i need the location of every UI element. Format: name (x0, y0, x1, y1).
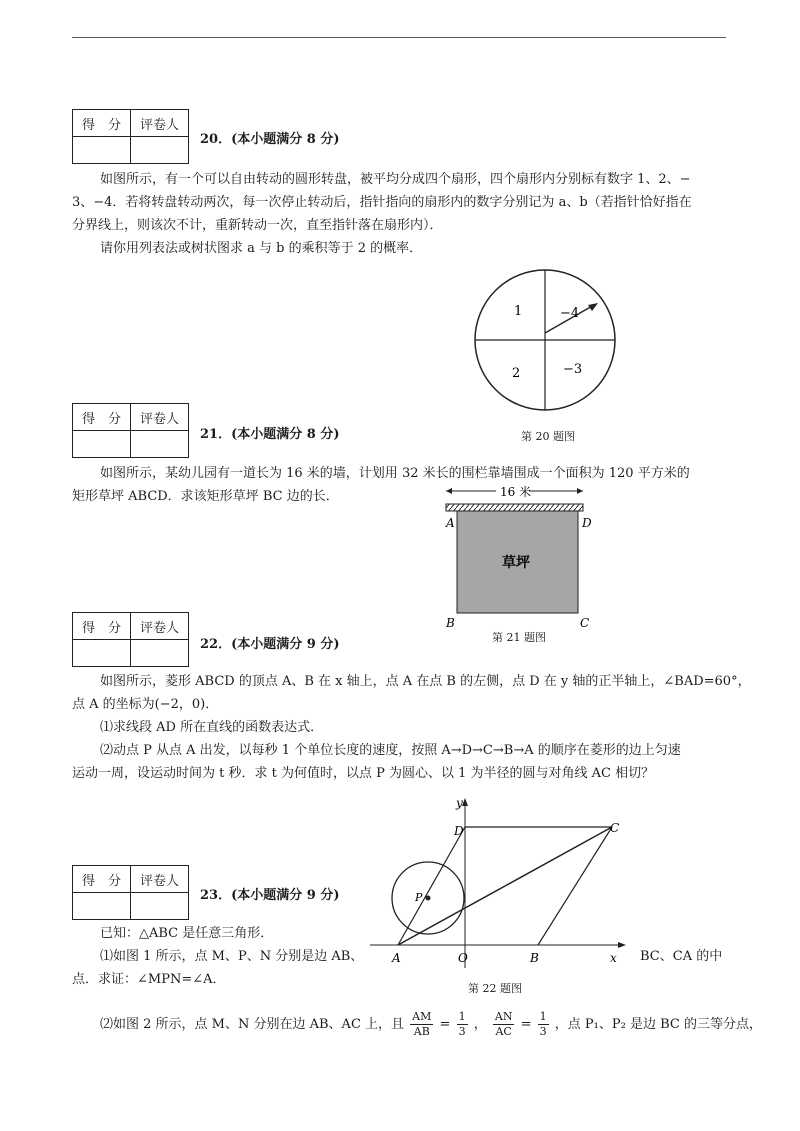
score-box-23 (72, 865, 189, 920)
q23-line-4-post: ，点 P₁、P₂ 是边 BC 的三等分点， (554, 1017, 762, 1032)
score-cell (73, 137, 131, 164)
frac-one-third (457, 1010, 468, 1039)
q23-line-4 (100, 1003, 762, 1047)
grader-header: 评卷人 (131, 404, 189, 431)
pointer-arrowhead-icon (588, 303, 598, 311)
x-label: x (610, 951, 617, 965)
header-rule (72, 37, 726, 38)
label-D: D (582, 516, 592, 530)
grader-header: 评卷人 (131, 613, 189, 640)
x-axis-arrow-icon (618, 942, 626, 948)
frac-am-ab (410, 1010, 433, 1039)
q22-line-2: 点 A 的坐标为(−2，0)． (72, 697, 219, 712)
q22-line-1: 如图所示，菱形 ABCD 的顶点 A、B 在 x 轴上，点 A 在点 B 的左侧，点 D 在 y 轴的正半轴上，∠BAD=60°， (100, 674, 751, 689)
q20-line-4: 请你用列表法或树状图求 a 与 b 的乘积等于 2 的概率． (100, 241, 423, 256)
wall (446, 504, 583, 511)
q21-header: 21．(本小题满分 8 分) (200, 427, 340, 442)
q20-header: 20．(本小题满分 8 分) (200, 132, 340, 147)
q23-line-2a: ⑴如图 1 所示，点 M、P、N 分别是边 AB、 (100, 949, 364, 964)
label-C: C (610, 821, 620, 835)
q20-caption: 第 20 题图 (521, 430, 575, 443)
score-cell (73, 640, 131, 667)
score-cell (73, 893, 131, 920)
q23-header: 23．(本小题满分 9 分) (200, 888, 340, 903)
q23-line-1: 已知：△ABC 是任意三角形． (100, 926, 274, 941)
q20-line-1: 如图所示，有一个可以自由转动的圆形转盘，被平均分成四个扇形，四个扇形内分别标有数字 1、2、− (100, 172, 691, 187)
grader-cell (131, 893, 189, 920)
q22-line-3: ⑴求线段 AD 所在直线的函数表达式． (100, 720, 324, 735)
q23-line-3: 点．求证：∠MPN=∠A． (72, 972, 226, 987)
frac-num: AM (412, 1010, 432, 1023)
grader-cell (131, 431, 189, 458)
label-C: C (580, 616, 590, 630)
q21-line-2: 矩形草坪 ABCD．求该矩形草坪 BC 边的长． (72, 489, 339, 504)
q20-line-2: 3、−4．若将转盘转动两次，每一次停止转动后，指针指向的扇形内的数字分别记为 a、b（若指针恰好指在 (72, 195, 692, 210)
frac-den: AC (495, 1025, 512, 1038)
spinner-figure (470, 265, 620, 415)
label-P: P (415, 891, 423, 904)
score-cell (73, 431, 131, 458)
dim-arrow-right-icon (577, 488, 583, 494)
q20-line-3: 分界线上，则该次不计，重新转动一次，直至指针落在扇形内）． (72, 218, 443, 233)
diagonal-AC (398, 827, 612, 945)
equals-sign: = (520, 1017, 532, 1032)
side-CB (538, 827, 612, 945)
frac-den: AB (413, 1025, 430, 1038)
grader-header: 评卷人 (131, 110, 189, 137)
grader-cell (131, 137, 189, 164)
frac-one-third (538, 1010, 549, 1039)
sector-label-neg4: −4 (560, 306, 580, 321)
y-label: y (456, 796, 463, 810)
y-axis-arrow-icon (462, 798, 468, 806)
score-box-20 (72, 109, 189, 164)
label-B: B (446, 616, 455, 630)
comma: ， (473, 1017, 487, 1032)
q21-line-1: 如图所示，某幼儿园有一道长为 16 米的墙，计划用 32 米长的围栏靠墙围成一个面积为 120 平方米的 (100, 466, 690, 481)
score-box-22 (72, 612, 189, 667)
label-O: O (458, 951, 468, 965)
grader-header: 评卷人 (131, 866, 189, 893)
q22-caption: 第 22 题图 (468, 982, 522, 995)
wall-length: 16 米 (500, 485, 532, 499)
sector-label-1: 1 (514, 304, 523, 319)
score-header: 得 分 (73, 110, 131, 137)
frac-den: 3 (458, 1025, 466, 1038)
label-A: A (392, 951, 401, 965)
score-header: 得 分 (73, 866, 131, 893)
grader-cell (131, 640, 189, 667)
q22-line-4: ⑵动点 P 从点 A 出发，以每秒 1 个单位长度的速度，按照 A→D→C→B→A 的顺序在菱形的边上匀速 (100, 743, 681, 758)
frac-an-ac (493, 1010, 515, 1039)
frac-den: 3 (539, 1025, 547, 1038)
q23-line-2b: BC、CA 的中 (640, 949, 723, 964)
label-A: A (446, 516, 455, 530)
q22-header: 22．(本小题满分 9 分) (200, 637, 340, 652)
label-D: D (454, 824, 464, 838)
equals-sign: = (439, 1017, 451, 1032)
sector-label-2: 2 (512, 366, 521, 381)
point-P (426, 896, 431, 901)
q21-caption: 第 21 题图 (492, 631, 546, 644)
frac-num: 1 (458, 1010, 466, 1023)
label-B: B (530, 951, 539, 965)
frac-num: 1 (539, 1010, 547, 1023)
lawn-figure (436, 484, 606, 634)
lawn-label: 草坪 (502, 555, 530, 571)
score-box-21 (72, 403, 189, 458)
q22-line-5: 运动一周，设运动时间为 t 秒．求 t 为何值时，以点 P 为圆心、以 1 为半径的圆与对角线 AC 相切？ (72, 766, 655, 781)
score-header: 得 分 (73, 613, 131, 640)
dim-arrow-left-icon (446, 488, 452, 494)
rhombus-figure (360, 790, 640, 980)
q23-line-4-pre: ⑵如图 2 所示，点 M、N 分别在边 AB、AC 上，且 (100, 1017, 405, 1032)
score-header: 得 分 (73, 404, 131, 431)
sector-label-neg3: −3 (563, 362, 583, 377)
frac-num: AN (494, 1010, 513, 1023)
